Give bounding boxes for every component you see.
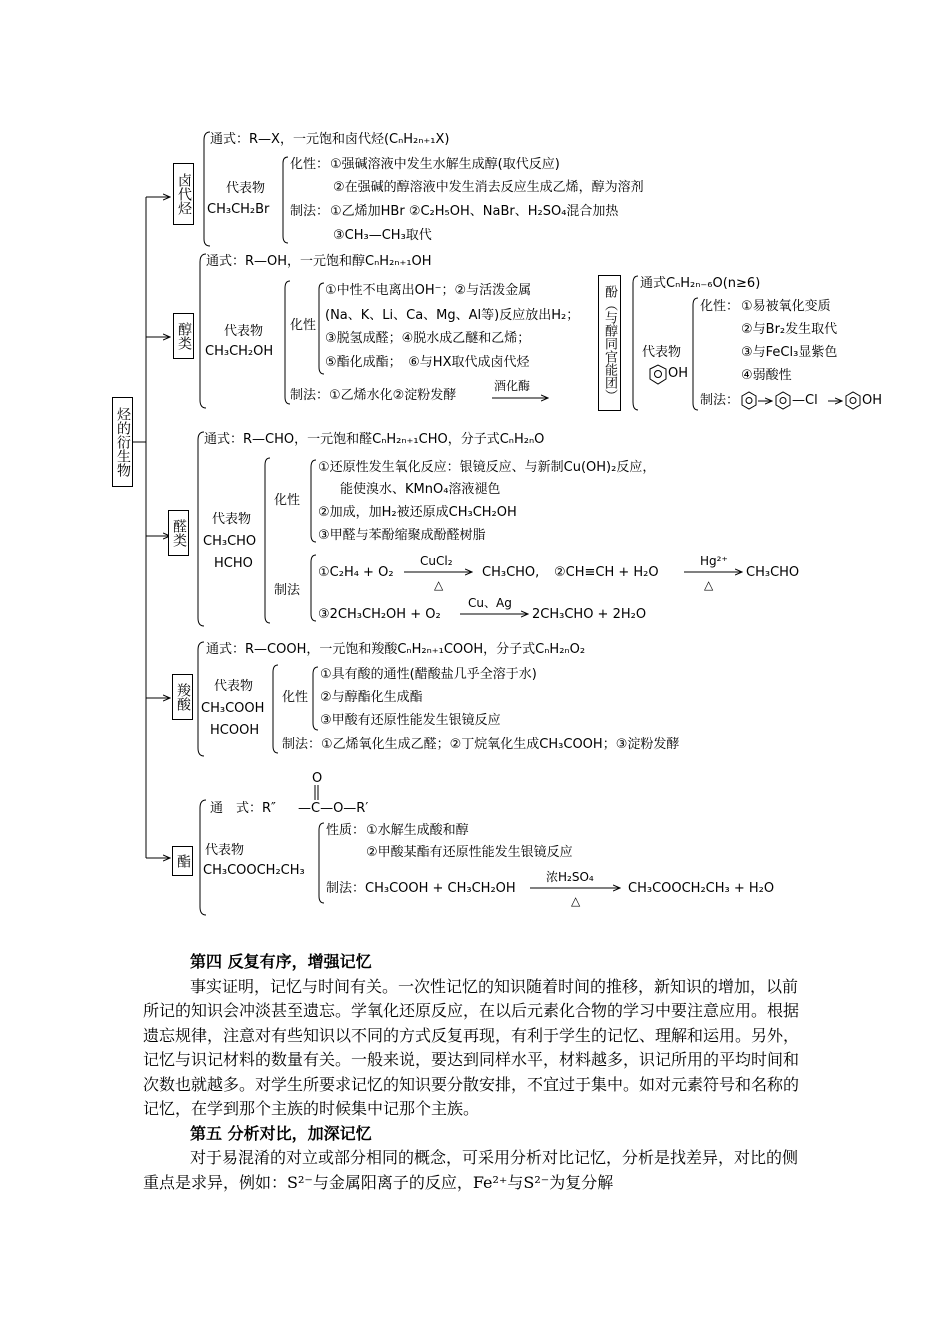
phenol-chem-3: ③与FeCl₃显紫色: [741, 345, 838, 360]
aldehyde-prep2-reactants: ②CH≡CH + H₂O: [554, 565, 659, 580]
aldehyde-prep1-catalyst: CuCl₂: [420, 554, 453, 568]
ester-rep-formula: CH₃COOCH₂CH₃: [203, 863, 305, 878]
halide-chem-2: ②在强碱的醇溶液中发生消去反应生成乙烯，醇为溶剂: [333, 180, 644, 195]
ester-prep-product: CH₃COOCH₂CH₃ + H₂O: [628, 881, 775, 896]
alcohol-chem-2: (Na、K、Li、Ca、Mg、Al等)反应放出H₂；: [325, 308, 580, 323]
alcohol-chem-label: 化性: [290, 318, 317, 333]
aldehyde-rep-2: HCHO: [214, 556, 253, 571]
aldehyde-prep1-product: CH₃CHO,: [482, 565, 540, 580]
alcohol-rep-label: 代表物: [224, 324, 264, 339]
ester-prep-reactants: 制法：CH₃COOH + CH₃CH₂OH: [326, 881, 516, 896]
section-5-paragraph: 对于易混淆的对立或部分相同的概念，可采用分析对比记忆，分析是找差异，对比的侧重点是求异，例如：S²⁻与金属阳离子的反应，Fe²⁺与S²⁻为复分解: [143, 1148, 799, 1192]
ester-general-o: O: [312, 771, 323, 786]
acid-general: 通式：R—COOH，一元饱和羧酸CₙH₂ₙ₊₁COOH，分子式CₙH₂ₙO₂: [206, 642, 586, 657]
acid-chem-label: 化性: [282, 690, 309, 705]
root-box: [112, 397, 133, 487]
halide-prep-2: ③CH₃—CH₃取代: [333, 228, 432, 243]
aldehyde-prep3-reactants: ③2CH₃CH₂OH + O₂: [318, 607, 441, 622]
acid-box: [172, 674, 193, 720]
halide-general: 通式：R—X，一元饱和卤代烃(CₙH₂ₙ₊₁X): [210, 132, 450, 147]
alcohol-label: 醇类: [176, 322, 192, 350]
ester-general-label: 通 式：R″: [210, 801, 276, 816]
alcohol-prep: 制法：①乙烯水化②淀粉发酵: [290, 388, 457, 403]
aldehyde-prep-label: 制法: [274, 583, 301, 598]
ester-prep-condition: △: [571, 894, 581, 908]
phenol-chem-1: ①易被氧化变质: [741, 299, 831, 314]
aldehyde-label: 醛类: [171, 519, 187, 547]
halide-rep-label: 代表物: [226, 181, 266, 196]
alcohol-chem-1: ①中性不电离出OH⁻；②与活泼金属: [325, 283, 532, 298]
aldehyde-prep3-catalyst: Cu、Ag: [468, 596, 512, 610]
ester-label: 酯: [175, 854, 191, 868]
aldehyde-prep1-reactants: ①C₂H₄ + O₂: [318, 565, 394, 580]
phenol-rep-oh: OH: [668, 366, 689, 381]
root-label: 烃的衍生物: [115, 407, 131, 477]
phenol-prep-label: 制法：: [700, 393, 740, 408]
phenol-chem-label: 化性：: [700, 299, 740, 314]
aldehyde-prep1-condition: △: [434, 578, 444, 592]
phenol-label: 酚（与醇同官能团）: [602, 284, 617, 402]
aldehyde-rep-1: CH₃CHO: [203, 534, 257, 549]
aldehyde-prep2-catalyst: Hg²⁺: [700, 554, 728, 568]
alcohol-rep-formula: CH₃CH₂OH: [205, 344, 274, 359]
section-4-paragraph: 事实证明，记忆与时间有关。一次性记忆的知识随着时间的推移，新知识的增加，以前所记的知识会冲淡甚至遗忘。学氧化还原反应，在以后元素化合物的学习中要注意应用。根据遗忘规律，注意对有些知识以不同的方式反复再现，有利于学生的记忆、理解和运用。另外，记忆与识记材料的数量有关。一般来说，要达到同样水平，材料越多，识记所用的平均时间和次数也就越多。对学生所要求记忆的知识要分散安排，不宜过于集中。如对元素符号和名称的记忆，在学到那个主族的时候集中记那个主族。: [143, 976, 800, 1118]
ester-box: [172, 846, 193, 876]
aldehyde-box: [168, 510, 189, 556]
section-4-heading: 第四 反复有序，增强记忆: [190, 952, 372, 971]
phenol-prep-oh: OH: [862, 393, 883, 408]
acid-chem-1: ①具有酸的通性(醋酸盐几乎全溶于水): [320, 667, 537, 682]
aldehyde-general: 通式：R—CHO，一元饱和醛CₙH₂ₙ₊₁CHO，分子式CₙH₂ₙO: [204, 432, 545, 447]
acid-rep-2: HCOOH: [210, 723, 260, 738]
phenol-chem-4: ④弱酸性: [741, 368, 792, 383]
alcohol-box: [173, 313, 194, 359]
acid-prep: 制法：①乙烯氧化生成乙醛；②丁烷氧化生成CH₃COOH；③淀粉发酵: [282, 737, 680, 752]
alcohol-chem-4: ⑤酯化成酯； ⑥与HX取代成卤代烃: [325, 355, 530, 370]
halide-chem-label: 化性：: [290, 157, 330, 172]
ester-prop-1: ①水解生成酸和醇: [366, 823, 469, 838]
aldehyde-chem-label: 化性: [274, 493, 301, 508]
halide-label: 卤代烃: [176, 173, 192, 215]
ester-rep-label: 代表物: [205, 843, 245, 858]
halide-prep-label: 制法：: [290, 204, 330, 219]
ester-general-formula: —C—O—R′: [298, 801, 369, 816]
phenol-rep-label: 代表物: [642, 345, 682, 360]
alcohol-general: 通式：R—OH，一元饱和醇CₙH₂ₙ₊₁OH: [206, 254, 432, 269]
aldehyde-prep2-condition: △: [704, 578, 714, 592]
halide-prep-1: ①乙烯加HBr ②C₂H₅OH、NaBr、H₂SO₄混合加热: [330, 204, 619, 219]
aldehyde-prep3-product: 2CH₃CHO + 2H₂O: [532, 607, 647, 622]
article-body: [143, 950, 803, 1195]
acid-label: 羧酸: [175, 683, 191, 711]
aldehyde-rep-label: 代表物: [212, 512, 252, 527]
ester-prep-catalyst: 浓H₂SO₄: [546, 870, 594, 884]
acid-chem-3: ③甲酸有还原性能发生银镜反应: [320, 713, 501, 728]
phenol-general: 通式CₙH₂ₙ₋₆O(n≥6): [640, 276, 761, 291]
phenol-box: [598, 275, 621, 411]
acid-rep-label: 代表物: [214, 679, 254, 694]
section-5-heading: 第五 分析对比，加深记忆: [190, 1123, 372, 1143]
alcohol-chem-3: ③脱氢成醛；④脱水成乙醚和乙烯；: [325, 331, 531, 346]
aldehyde-chem-1: ①还原性发生氧化反应：银镜反应、与新制Cu(OH)₂反应，: [318, 460, 656, 475]
acid-chem-2: ②与醇酯化生成酯: [320, 690, 423, 705]
ester-prop-2: ②甲酸某酯有还原性能发生银镜反应: [366, 845, 573, 860]
phenol-chem-2: ②与Br₂发生取代: [741, 322, 838, 337]
halide-box: [173, 163, 194, 225]
aldehyde-chem-3: ②加成，加H₂被还原成CH₃CH₂OH: [318, 505, 517, 520]
ester-prop-label: 性质：: [326, 823, 366, 838]
aldehyde-prep2-product: CH₃CHO: [746, 565, 800, 580]
aldehyde-chem-4: ③甲醛与苯酚缩聚成酚醛树脂: [318, 528, 486, 543]
alcohol-prep-catalyst: 酒化酶: [494, 379, 531, 393]
aldehyde-chem-2: 能使溴水、KMnO₄溶液褪色: [340, 482, 501, 497]
halide-chem-1: ①强碱溶液中发生水解生成醇(取代反应): [330, 157, 560, 172]
acid-rep-1: CH₃COOH: [201, 701, 265, 716]
phenol-prep-cl: —Cl: [792, 393, 818, 408]
halide-rep-formula: CH₃CH₂Br: [207, 202, 270, 217]
